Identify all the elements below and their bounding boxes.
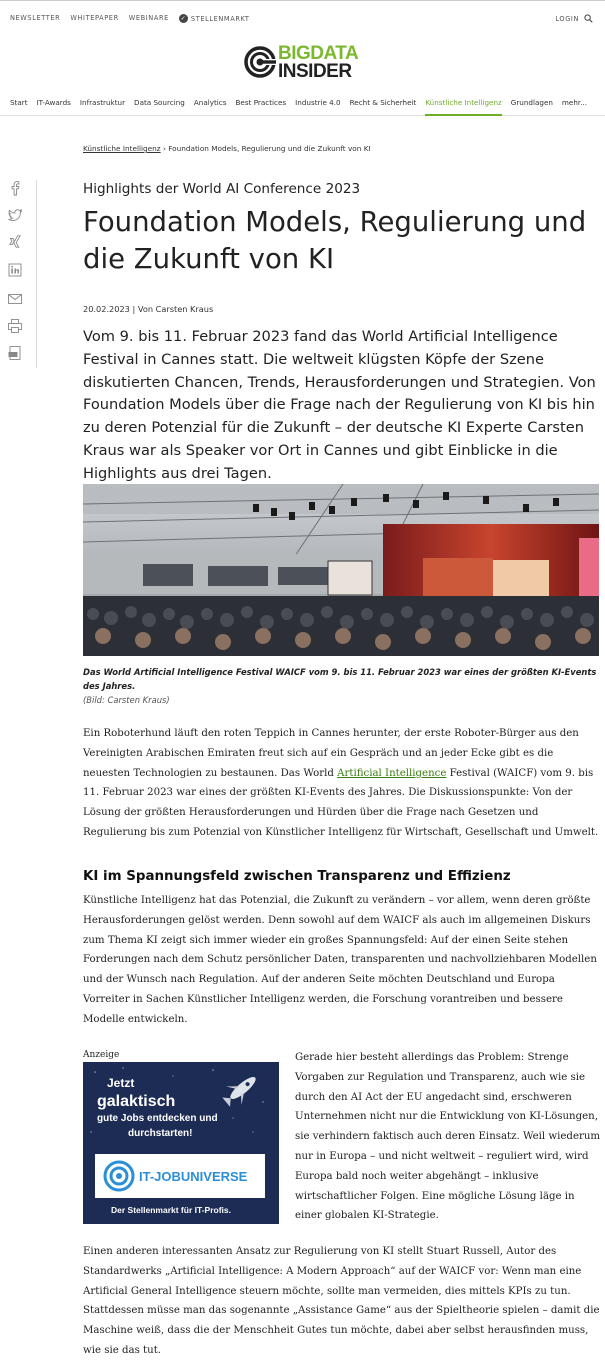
nav-item-analytics[interactable]: Analytics [193,98,227,107]
ad-label: Anzeige [83,1050,120,1060]
stellenmarkt-label: STELLENMARKT [190,14,250,23]
login-button[interactable] [555,14,593,23]
logo-mark-icon [244,42,276,82]
email-icon[interactable] [7,291,23,307]
ad-line-4: durchstarten! [128,1128,193,1139]
breadcrumb-current: Foundation Models, Regulierung und die Zukunft von KI [168,144,371,153]
paragraph-1-text-a: Ein Roboterhund läuft den roten Teppich in Cannes herunter, der erste Roboter-Bürger aus den Vereinigten Arabischen Emiraten freut sich auf ein Gespräch und an jeder Ecke gibt es die neuesten Technologien zu bestaunen. Das World [83,728,579,779]
top-nav [10,14,250,23]
social-share-bar [5,180,37,368]
caption-credit: (Bild: Carsten Kraus) [83,695,170,705]
article-meta [83,304,213,314]
ad-banner[interactable] [83,1062,279,1224]
facebook-icon[interactable] [7,180,23,196]
paragraph-1-text-b: Festival (WAICF) vom 9. bis 11. Februar 2023 war eines der größten KI-Events des Jahres. Die Diskussionspunkte: Von der Lösung der größten Herausforderungen und Hürden über die Frage nach Gesetzen und Regulierung bis zum Potenzial von Künstlicher Intelligenz für Wirtschaft, Gesellschaft und Umwelt. [83,767,599,838]
nav-item-mehr[interactable]: mehr... [561,98,588,107]
link-artificial-intelligence[interactable]: Artificial Intelligence [337,767,447,779]
breadcrumb-link[interactable]: Künstliche Intelligenz [83,144,161,153]
hero-image[interactable] [83,484,599,656]
top-nav-newsletter[interactable]: NEWSLETTER [10,14,61,22]
main-nav [0,94,605,116]
logo-text-bigdata: BIGDATA [278,43,359,64]
linkedin-icon[interactable] [7,262,23,278]
nav-item-grundlagen[interactable]: Grundlagen [510,98,553,107]
article-paragraph-1 [83,724,601,843]
nav-item-it-awards[interactable]: IT-Awards [36,98,71,107]
article-lead: Vom 9. bis 11. Februar 2023 fand das World Artificial Intelligence Festival in Cannes statt. Die weltweit klügsten Köpfe der Szene diskutierten Chancen, Trends, Herausforderungen und Strategien. Von Foundation Models über die Frage nach der Regulierung von KI bis hin zu deren Potenzial für die Zukunft – der deutsche KI Experte Carsten Kraus war als Speaker vor Ort in Cannes und gibt Einblicke in die Highlights aus drei Tagen. [83,328,596,482]
article-paragraph-4: Einen anderen interessanten Ansatz zur Regulierung von KI stellt Stuart Russell, Autor des Standardwerks „Artificial Intelligence: A Modern Approach“ auf der WAICF vor: Wenn man eine Artificial General Intelligence steuern möchte, sollte man vermeiden, dies mittels KPIs zu tun. Stattdessen müsse man das sogenannte „Assistance Game“ aus der Spieltheorie spielen – damit die Maschine weiß, dass die der Menschheit Gutes tun möchte, dabei aber selbst herausfinden muss, wie sie das tut. [83,1246,600,1356]
twitter-icon[interactable] [7,207,23,223]
site-logo[interactable] [244,42,374,84]
article-author[interactable]: Von Carsten Kraus [137,304,214,314]
ad-line-1: Jetzt [107,1076,135,1090]
nav-item-best-practices[interactable]: Best Practices [235,98,287,107]
ad-tagline: Der Stellenmarkt für IT-Profis. [111,1205,231,1215]
nav-item-kuenstliche-intelligenz[interactable]: Künstliche Intelligenz [425,94,501,116]
ad-line-3: gute Jobs entdecken und [97,1113,218,1124]
nav-item-industrie[interactable]: Industrie 4.0 [295,98,341,107]
xing-icon[interactable] [7,234,23,250]
caption-text: Das World Artificial Intelligence Festival WAICF vom 9. bis 11. Februar 2023 war eines der größten KI-Events des Jahres. [83,667,597,691]
article-paragraph-2: Künstliche Intelligenz hat das Potenzial, die Zukunft zu verändern – vor allem, wenn deren größte Herausforderungen gelöst werden. Denn sowohl auf dem WAICF als auch im allgemeinen Diskurs zum Thema KI zeigt sich immer wieder ein großes Spannungsfeld: Auf der einen Seite stehen Forderungen nach dem Schutz persönlicher Daten, transparenten und nachvollziehbaren Modellen und der Wunsch nach Regulation. Auf der anderen Seite möchten Deutschland und Europa Vorreiter in Sachen Künstlicher Intelligenz werden, die Forschung vorantreiben und bessere Modelle entwickeln. [83,895,597,1025]
stellenmarkt-icon: ✓ [180,15,187,22]
image-caption [83,665,599,707]
article-kicker: Highlights der World AI Conference 2023 [83,181,361,197]
print-icon[interactable] [7,318,23,334]
section-heading: KI im Spannungsfeld zwischen Transparenz und Effizienz [83,869,511,884]
top-nav-stellenmarkt[interactable] [179,14,250,23]
article-paragraph-3: Gerade hier besteht allerdings das Problem: Strenge Vorgaben zur Regulation und Transparenz, auch wie sie durch den AI Act der EU angedacht sind, erschweren Unternehmen nicht nur die Entwicklung von KI-Lösungen, sie verhindern faktisch auch deren Einsatz. Weil wiederum nur in Europa – und nicht weltweit – reguliert wird, wird Europa bald noch weiter abgehängt – inklusive wirtschaftlicher Folgen. Eine mögliche Lösung läge in einer globalen KI-Strategie. [295,1052,601,1222]
page-title: Foundation Models, Regulierung und die Zukunft von KI [83,206,587,275]
ad-line-2: galaktisch [97,1093,176,1110]
nav-item-start[interactable]: Start [10,98,28,107]
nav-item-data-sourcing[interactable]: Data Sourcing [134,98,185,107]
top-bar [0,0,605,36]
breadcrumb-separator: › [160,144,169,153]
ad-brand: IT-JOBUNIVERSE [139,1169,248,1184]
search-icon[interactable] [584,14,593,23]
top-nav-webinare[interactable]: WEBINARE [128,14,169,22]
pdf-icon[interactable] [7,345,23,361]
breadcrumb [83,144,371,153]
login-label: LOGIN [555,14,579,23]
meta-separator: | [129,304,138,314]
top-nav-whitepaper[interactable]: WHITEPAPER [70,14,119,22]
nav-item-infrastruktur[interactable]: Infrastruktur [79,98,126,107]
logo-text-insider: INSIDER [278,61,352,82]
article-date: 20.02.2023 [83,304,130,314]
nav-item-recht-sicherheit[interactable]: Recht & Sicherheit [349,98,417,107]
